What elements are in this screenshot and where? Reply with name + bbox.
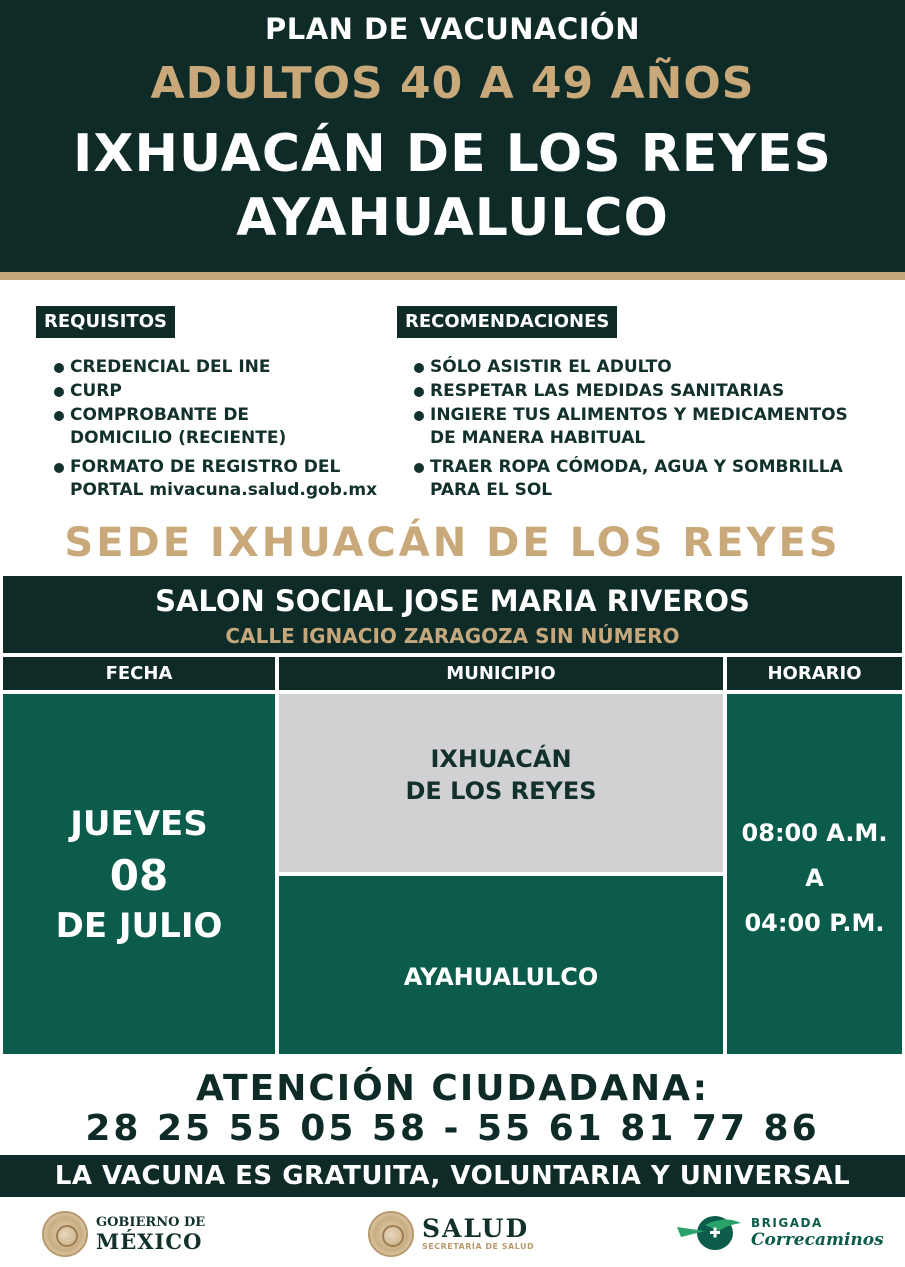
bullet-icon <box>414 411 424 421</box>
place-line-1: IXHUACÁN DE LOS REYES <box>73 124 832 184</box>
header-fecha: FECHA <box>3 657 275 690</box>
gobierno-line-2: MÉXICO <box>96 1229 203 1254</box>
salud-line-2: SECRETARÍA DE SALUD <box>422 1242 535 1251</box>
bullet-icon <box>414 387 424 397</box>
bullet-icon <box>414 463 424 473</box>
brigada-line-1: BRIGADA <box>751 1216 823 1230</box>
fecha-month: DE JULIO <box>55 906 223 946</box>
municipio-ixhuacan-cell <box>279 694 723 872</box>
gobierno-logo <box>42 1211 205 1257</box>
bullet-icon <box>54 463 64 473</box>
free-vaccine-banner: LA VACUNA ES GRATUITA, VOLUNTARIA Y UNIVERSAL <box>0 1155 905 1197</box>
eagle-seal-icon <box>42 1211 88 1257</box>
recomendaciones-list <box>414 356 884 503</box>
requisitos-tag: REQUISITOS <box>36 306 175 338</box>
list-item: FORMATO DE REGISTRO DEL PORTAL mivacuna.salud.gob.mx <box>54 456 394 502</box>
salud-logo <box>368 1211 534 1257</box>
list-item: RESPETAR LAS MEDIDAS SANITARIAS <box>414 380 884 403</box>
horario-separator: A <box>805 863 824 892</box>
gold-divider <box>0 272 905 280</box>
list-item: CREDENCIAL DEL INE <box>54 356 394 379</box>
salud-line-1: SALUD <box>422 1214 530 1243</box>
header-horario: HORARIO <box>727 657 902 690</box>
requisitos-list <box>54 356 394 503</box>
venue-box <box>3 576 902 653</box>
header-municipio: MUNICIPIO <box>279 657 723 690</box>
sede-title: SEDE IXHUACÁN DE LOS REYES <box>64 520 841 566</box>
recomendaciones-tag: RECOMENDACIONES <box>397 306 617 338</box>
municipio-line-2: DE LOS REYES <box>405 777 597 805</box>
venue-address: CALLE IGNACIO ZARAGOZA SIN NÚMERO <box>225 624 680 648</box>
municipio-ayahualulco-cell <box>279 876 723 1054</box>
list-item: TRAER ROPA CÓMODA, AGUA Y SOMBRILLA PARA EL SOL <box>414 456 884 502</box>
municipio-line-1: IXHUACÁN <box>430 745 572 773</box>
list-item: COMPROBANTE DE DOMICILIO (RECIENTE) <box>54 404 394 450</box>
eagle-seal-icon <box>368 1211 414 1257</box>
municipio-second: AYAHUALULCO <box>403 963 599 991</box>
brigada-logo <box>675 1213 884 1253</box>
gobierno-line-1: GOBIERNO DE <box>96 1215 206 1230</box>
bullet-icon <box>414 363 424 373</box>
atencion-phones: 28 25 55 05 58 - 55 61 81 77 86 <box>85 1108 820 1149</box>
horario-start: 08:00 A.M. <box>741 818 888 847</box>
horario-end: 04:00 P.M. <box>744 908 885 937</box>
atencion-title: ATENCIÓN CIUDADANA: <box>195 1068 709 1109</box>
list-item: SÓLO ASISTIR EL ADULTO <box>414 356 884 379</box>
bullet-icon <box>54 387 64 397</box>
venue-name: SALON SOCIAL JOSE MARIA RIVEROS <box>155 584 750 618</box>
plan-title: PLAN DE VACUNACIÓN <box>265 12 640 46</box>
brigada-line-2: Correcaminos <box>751 1230 884 1250</box>
bullet-icon <box>54 411 64 421</box>
bullet-icon <box>54 363 64 373</box>
roadrunner-icon <box>675 1213 745 1253</box>
list-item: CURP <box>54 380 394 403</box>
list-item: INGIERE TUS ALIMENTOS Y MEDICAMENTOS DE MANERA HABITUAL <box>414 404 884 450</box>
header-banner <box>0 0 905 272</box>
place-line-2: AYAHUALULCO <box>236 188 669 248</box>
horario-cell <box>727 694 902 1054</box>
age-group-title: ADULTOS 40 A 49 AÑOS <box>150 58 755 109</box>
fecha-cell <box>3 694 275 1054</box>
fecha-day: JUEVES <box>70 804 208 844</box>
fecha-number: 08 <box>109 851 169 900</box>
